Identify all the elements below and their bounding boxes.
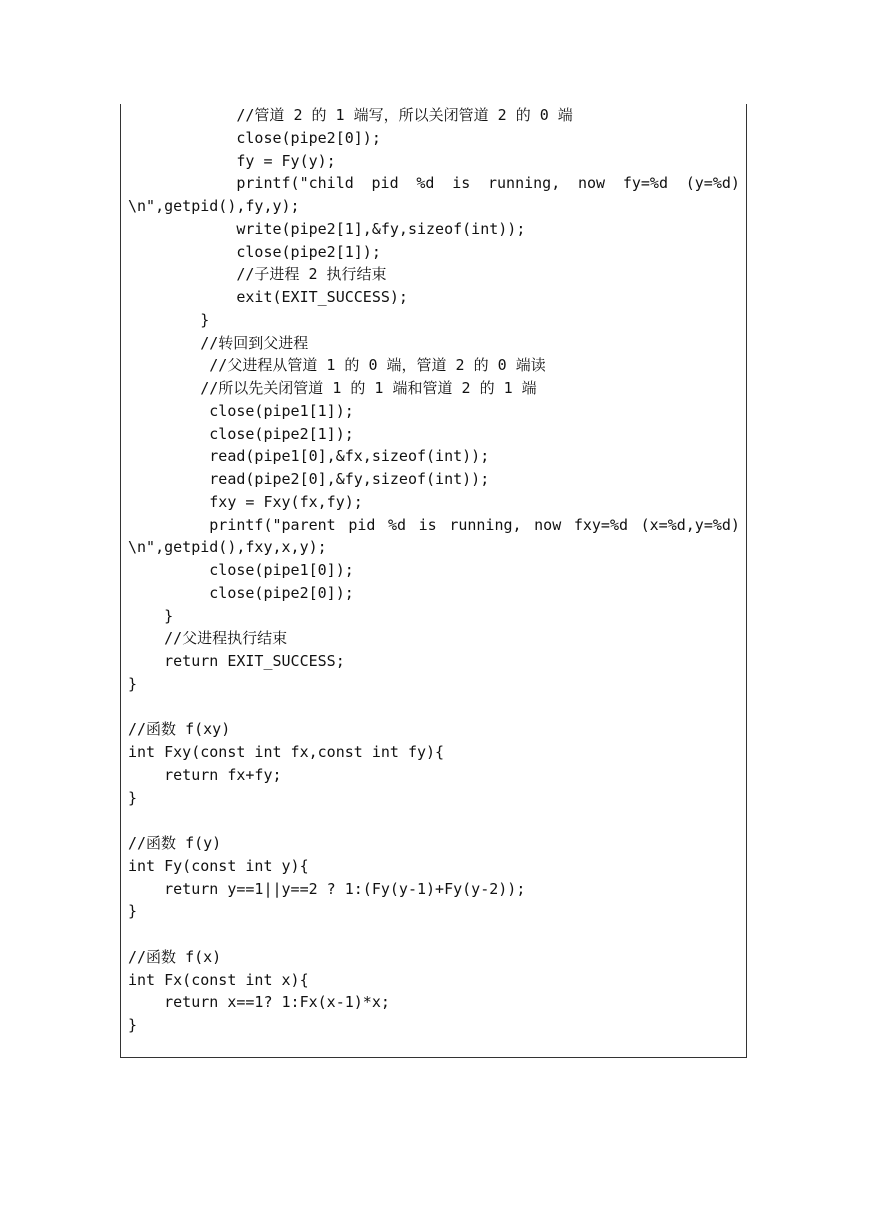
- code-token: pid: [371, 174, 399, 193]
- code-token: fxy=%d: [573, 515, 629, 534]
- code-line: //函数 f(x): [128, 947, 222, 966]
- code-line: fxy = Fxy(fx,fy);: [128, 492, 363, 511]
- code-line: return x==1? 1:Fx(x-1)*x;: [128, 993, 390, 1012]
- code-listing: [128, 104, 740, 1037]
- code-line: fy = Fy(y);: [128, 151, 336, 170]
- code-line: [128, 514, 740, 537]
- code-token: is: [418, 515, 437, 534]
- code-line: [128, 172, 740, 195]
- code-token: (y=%d): [685, 174, 740, 193]
- code-line: //父进程执行结束: [128, 629, 288, 648]
- code-line: write(pipe2[1],&fy,sizeof(int));: [128, 219, 526, 238]
- code-line: [128, 923, 740, 946]
- code-line: close(pipe1[0]);: [128, 561, 354, 579]
- code-token: %d: [388, 515, 407, 534]
- code-line: //转回到父进程: [128, 333, 309, 352]
- code-token: running,: [449, 515, 522, 534]
- code-line: return EXIT_SUCCESS;: [128, 652, 345, 670]
- code-line: \n",getpid(),fxy,x,y);: [128, 538, 327, 557]
- code-line: }: [128, 310, 210, 329]
- code-line: [128, 696, 740, 719]
- code-line: read(pipe1[0],&fx,sizeof(int));: [128, 447, 490, 466]
- code-token: %d: [416, 174, 435, 193]
- code-line: \n",getpid(),fy,y);: [128, 197, 300, 215]
- code-line: }: [128, 606, 174, 625]
- code-token: now: [578, 174, 606, 193]
- code-token: pid: [348, 515, 376, 534]
- code-line: }: [128, 788, 138, 807]
- code-line: }: [128, 1016, 138, 1034]
- code-line: [128, 809, 740, 832]
- code-token: (x=%d,y=%d): [640, 515, 740, 534]
- code-line: int Fxy(const int fx,const int fy){: [128, 743, 445, 761]
- code-line: //子进程 2 执行结束: [128, 265, 387, 284]
- code-line: exit(EXIT_SUCCESS);: [128, 288, 408, 306]
- code-token: running,: [488, 174, 561, 193]
- code-line: }: [128, 902, 138, 921]
- code-token: is: [452, 174, 471, 193]
- code-line: //函数 f(xy): [128, 720, 231, 739]
- code-token: now: [534, 515, 562, 534]
- code-token: fy=%d: [622, 174, 668, 193]
- code-line: close(pipe2[0]);: [128, 583, 354, 602]
- code-token: printf("parent: [128, 515, 336, 534]
- code-line: close(pipe2[0]);: [128, 128, 381, 147]
- code-line: int Fx(const int x){: [128, 970, 309, 989]
- code-line: //所以先关闭管道 1 的 1 端和管道 2 的 1 端: [128, 379, 537, 397]
- code-line: int Fy(const int y){: [128, 856, 309, 875]
- code-line: }: [128, 674, 138, 693]
- code-line: close(pipe2[1]);: [128, 242, 381, 261]
- code-line: close(pipe1[1]);: [128, 401, 354, 420]
- code-line: return y==1||y==2 ? 1:(Fy(y-1)+Fy(y-2));: [128, 879, 526, 898]
- code-line: //管道 2 的 1 端写，所以关闭管道 2 的 0 端: [128, 106, 573, 124]
- code-line: close(pipe2[1]);: [128, 424, 354, 443]
- code-line: //父进程从管道 1 的 0 端，管道 2 的 0 端读: [128, 356, 546, 375]
- code-line: read(pipe2[0],&fy,sizeof(int));: [128, 470, 490, 488]
- code-line: return fx+fy;: [128, 765, 282, 784]
- code-line: //函数 f(y): [128, 834, 222, 852]
- code-token: printf("child: [128, 174, 354, 193]
